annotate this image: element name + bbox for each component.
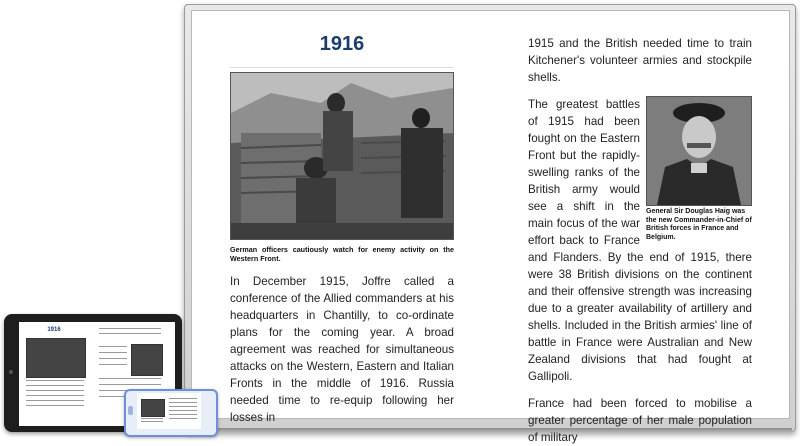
haig-portrait-figure [646, 96, 752, 242]
tablet-text-line [26, 380, 84, 381]
phone-text-line [141, 421, 163, 422]
haig-portrait-caption: General Sir Douglas Haig was the new Commander-in-Chief of British forces in France and Belgium. [646, 208, 752, 241]
phone-trench-photo [141, 399, 165, 417]
haig-portrait-image [647, 97, 751, 205]
tablet-text-line [26, 390, 84, 391]
chapter-title: 1916 [319, 33, 365, 55]
phone-text-line [169, 398, 197, 399]
haig-portrait-photo [646, 96, 752, 206]
tablet-text-line [26, 400, 84, 401]
tablet-text-line [99, 333, 161, 334]
phone-text-line [169, 402, 197, 403]
trench-photo-caption: German officers cautiously watch for enemy activity on the Western Front. [230, 245, 454, 263]
tablet-text-line [99, 328, 161, 329]
trench-officers-photo [230, 72, 454, 240]
left-paragraph: In December 1915, Joffre called a conference of the Allied commanders at his headquarters in Chantilly, to co-ordinate plans for the coming year. A broad agreement was reached for simultaneous attacks on the Western, Eastern and Italian Fronts in the middle of 1916. Russia needed time to re-equip following her losses in [230, 275, 454, 424]
tablet-text-line [99, 358, 127, 359]
tablet-text-line [99, 384, 161, 385]
right-flow [528, 96, 752, 385]
tablet-camera [9, 370, 13, 374]
tablet-chapter-title: 1916 [47, 327, 61, 333]
right-page [528, 11, 752, 446]
phone-text-line [169, 410, 197, 411]
right-paragraph-3: France had been forced to mobilise a greater percentage of her male population of military [528, 397, 752, 444]
left-page [230, 11, 454, 426]
phone-text-line [141, 418, 163, 419]
phone-text-line [169, 418, 197, 419]
right-paragraph-1: 1915 and the British needed time to train Kitchener's volunteer armies and stockpile shells. [528, 37, 752, 84]
tablet-trench-photo [26, 338, 86, 378]
book-spread[interactable] [191, 10, 790, 444]
phone-text-line [169, 414, 197, 415]
title-divider [230, 67, 454, 68]
trench-photo-image [231, 73, 453, 239]
phone-screen-preview[interactable] [137, 393, 201, 429]
right-paragraph-2: The greatest battles of 1915 had been fought on the Eastern Front but the rapidly-swelling ranks of the British army would see a shift in the main focus of the war effort back to France and Flanders. By the end of 1915, there were 38 British divisions on the continent and their offensive strength was increasing due to a greater availability of artillery and shells. Included in the British armies' line of battle in France were Australian and New Zealand divisions that had fought at Gallipoli. [528, 98, 752, 383]
tablet-text-line [26, 395, 84, 396]
tablet-text-line [99, 352, 127, 353]
tablet-portrait-photo [131, 344, 163, 376]
tablet-text-line [26, 385, 84, 386]
tablet-text-line [26, 405, 84, 406]
tablet-text-line [99, 346, 127, 347]
phone-home-button[interactable] [128, 406, 133, 415]
tablet-text-line [99, 364, 127, 365]
tablet-text-line [99, 378, 161, 379]
phone-text-line [169, 406, 197, 407]
